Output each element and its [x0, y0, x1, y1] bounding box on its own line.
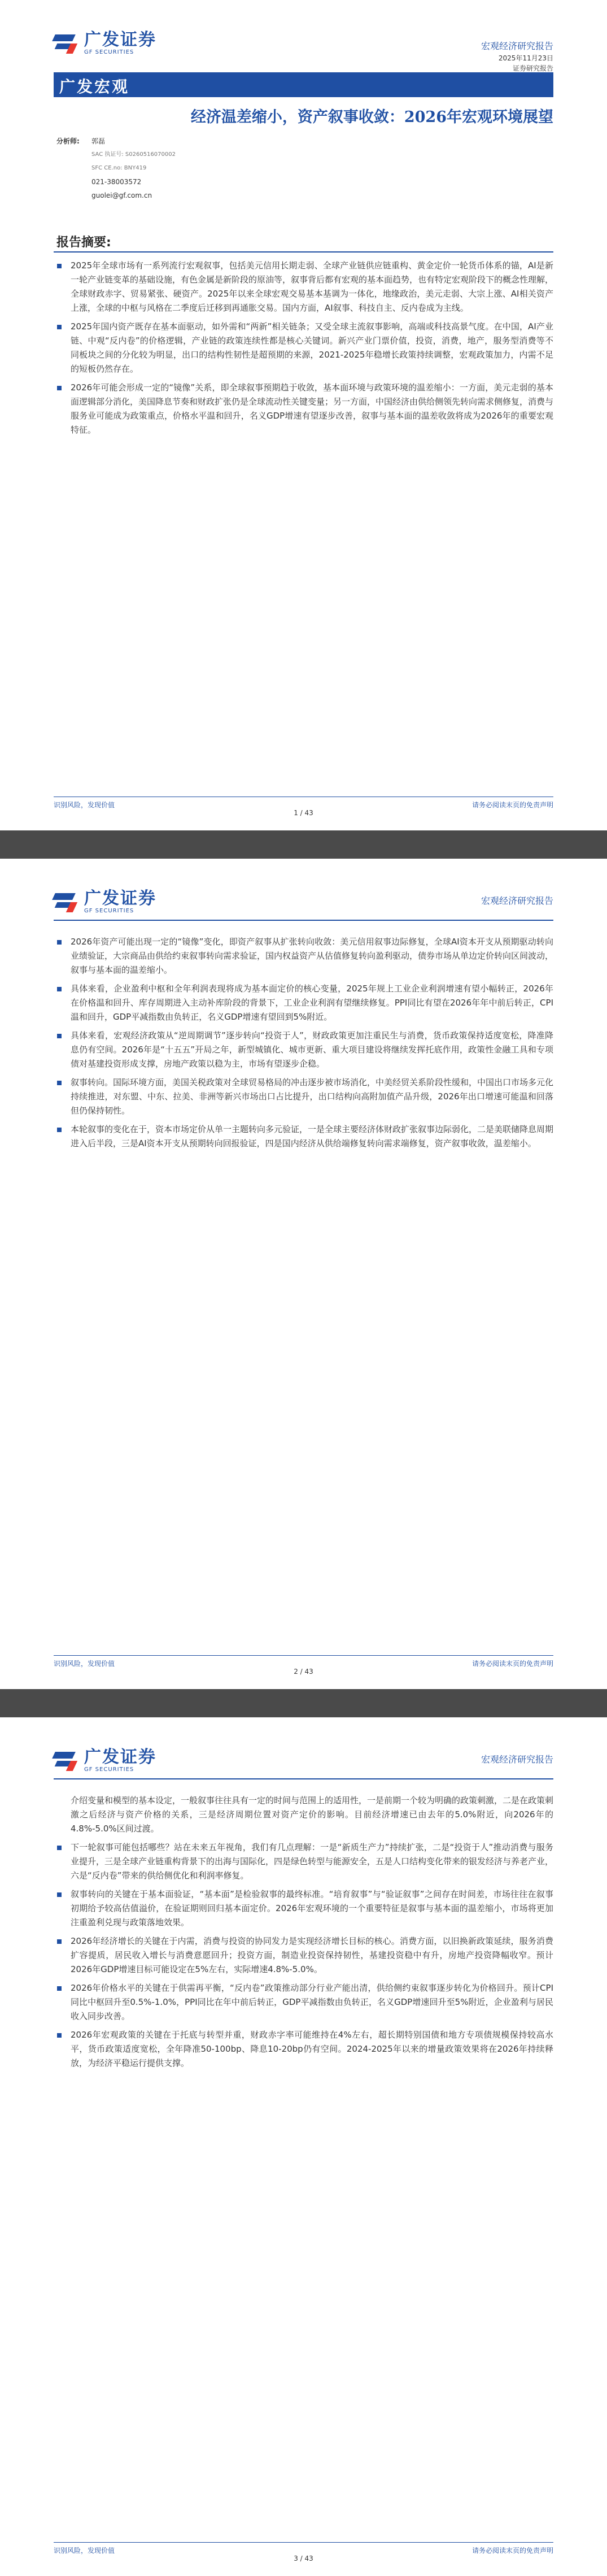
- bullet-icon: [57, 987, 62, 991]
- abstract-body: [54, 259, 553, 442]
- paragraph: [54, 935, 553, 977]
- paragraph-text: 2026年经济增长的关键在于内需，消费与投资的协同发力是实现经济增长目标的核心。消费方面，以旧换新政策延续，服务消费扩容提质，居民收入增长与消费意愿回升；投资方面，制造业投资保持韧性，基建投资稳中有升，房地产投资降幅收窄。预计2026年GDP增速目标可能设定在5%左右，实际增速4.8%-5.0%。: [71, 1936, 553, 1974]
- paragraph-text: 2026年宏观政策的关键在于托底与转型并重，财政赤字率可能维持在4%左右，超长期特别国债和地方专项债规模保持较高水平，货币政策适度宽松，全年降准50-100bp、降息10-20bp仍有空间。2024-2025年以来的增量政策效果将在2026年持续释放，为经济平稳运行提供支撑。: [71, 2030, 553, 2068]
- footer-right: 请务必阅读末页的免责声明: [471, 1660, 553, 1668]
- bullet-icon: [57, 1892, 62, 1897]
- paragraph-text: 2026年资产可能出现一定的“镜像”变化，即资产叙事从扩张转向收敛：美元信用叙事边际修复，全球AI资本开支从预期驱动转向业绩验证，大宗商品由供给约束叙事转向需求验证，国内权益资产从估值修复转向盈利驱动，债券市场从单边定价转向区间波动，叙事与基本面的温差缩小。: [71, 937, 554, 975]
- bullet-icon: [57, 1846, 62, 1850]
- paragraph-text: 介绍变量和模型的基本设定，一般叙事往往具有一定的时间与范围上的适用性，一是前期一个较为明确的政策刺激，二是在政策刺激之后经济与资产价格的关系，三是经济周期位置对资产定价的影响。目前经济增速已由去年的5.0%附近，向2026年的4.8%-5.0%区间过渡。: [71, 1795, 554, 1834]
- paragraph: [54, 1029, 553, 1071]
- footer-right: 请务必阅读末页的免责声明: [471, 2547, 553, 2555]
- report-title: 经济温差缩小，资产叙事收敛：2026年宏观环境展望: [190, 108, 553, 126]
- banner-label: 广发宏观: [59, 77, 130, 96]
- paragraph-text: 具体来看，企业盈利中枢和全年利润表现将成为基本面定价的核心变量，2025年规上工业企业利润增速有望小幅转正，2026年在价格温和回升、库存周期进入主动补库阶段的背景下，工业企业利润有望继续修复。PPI同比有望在2026年年中前后转正，CPI温和回升，GDP平减指数由负转正，名义GDP增速有望回到5%附近。: [71, 984, 553, 1022]
- header-rule: [54, 1778, 553, 1779]
- report-meta: [481, 40, 553, 73]
- running-header: 宏观经济研究报告: [481, 1754, 553, 1765]
- sfc-label: SFC CE.no:: [91, 165, 123, 171]
- page-number: 3 / 43: [294, 2555, 313, 2562]
- gf-logo-icon: [54, 891, 80, 913]
- gf-logo-icon: [54, 32, 80, 55]
- paragraph-text: 叙事转向的关键在于基本面验证，“基本面”是检验叙事的最终标准。“培育叙事”与“验证叙事”之间存在时间差，市场往往在叙事初期给予较高估值溢价，在验证期则回归基本面定价。2026年宏观环境的一个重要特征是叙事与基本面的温差缩小，市场将更加注重盈利兑现与政策落地效果。: [71, 1889, 553, 1927]
- page-number: 1 / 43: [294, 809, 313, 817]
- bullet-icon: [57, 1081, 62, 1085]
- header-rule: [54, 920, 553, 921]
- paragraph: [54, 1981, 553, 2024]
- paragraph-text: 2026年价格水平的关键在于供需再平衡，“反内卷”政策推动部分行业产能出清，供给侧约束叙事逐步转化为价格回升。预计CPI同比中枢回升至0.5%-1.0%，PPI同比在年中前后转正，GDP平减指数由负转正，名义GDP增速回升至5%附近，企业盈利与居民收入同步改善。: [71, 1983, 553, 2021]
- analyst-name: 郭磊: [91, 137, 106, 145]
- paragraph: [54, 982, 553, 1024]
- page2-body: [54, 935, 553, 1155]
- logo-cn: 广发证券: [84, 30, 156, 50]
- logo-en: GF SECURITIES: [84, 1766, 134, 1773]
- bullet-icon: [57, 264, 62, 268]
- logo-en: GF SECURITIES: [84, 49, 134, 55]
- sac-number: S0260516070002: [125, 151, 176, 158]
- paragraph: [54, 1840, 553, 1883]
- paragraph-text: 下一轮叙事可能包括哪些？站在未来五年视角，我们有几点理解：一是“新质生产力”持续扩张，二是“投资于人”推动消费与服务业提升，三是全球产业链重构背景下的出海与国际化，四是绿色转型与能源安全，五是人口结构变化带来的银发经济与养老产业，六是“反内卷”带来的供给侧优化和利润率修复。: [71, 1842, 554, 1881]
- bullet-icon: [57, 2033, 62, 2038]
- report-type: 宏观经济研究报告: [481, 41, 553, 51]
- footer-left: 识别风险，发现价值: [54, 2547, 115, 2555]
- page-footer: [54, 2542, 553, 2565]
- bullet-icon: [57, 1939, 62, 1944]
- page-number: 2 / 43: [294, 1668, 313, 1676]
- report-page-2: [0, 859, 607, 1689]
- paragraph-text: 叙事转向。国际环境方面，美国关税政策对全球贸易格局的冲击逐步被市场消化，中美经贸关系阶段性缓和，中国出口市场多元化持续推进，对东盟、中东、拉美、非洲等新兴市场出口占比提升，出口结构向高附加值产品升级，2026年出口增速可能温和回落但仍保持韧性。: [71, 1077, 554, 1116]
- section-banner: [54, 72, 553, 97]
- report-page-3: [0, 1717, 607, 2576]
- paragraph: [54, 2028, 553, 2070]
- bullet-icon: [57, 325, 62, 329]
- paragraph: [54, 1934, 553, 1977]
- gf-logo: [54, 31, 156, 55]
- sac-label: SAC 执证号:: [91, 151, 124, 158]
- logo-cn: 广发证券: [84, 889, 156, 908]
- report-source: 证券研究报告: [512, 64, 553, 72]
- bullet-icon: [57, 940, 62, 945]
- abstract-rule: [54, 251, 553, 253]
- analyst-label: 分析师:: [56, 137, 80, 145]
- footer-right: 请务必阅读末页的免责声明: [471, 801, 553, 809]
- paragraph: [54, 259, 553, 315]
- bullet-icon: [57, 1986, 62, 1991]
- logo-en: GF SECURITIES: [84, 908, 134, 914]
- paragraph: [54, 1887, 553, 1930]
- abstract-heading: 报告摘要:: [56, 236, 111, 250]
- report-date: 2025年11月23日: [498, 54, 553, 62]
- gf-logo-icon: [54, 1750, 80, 1772]
- running-header: 宏观经济研究报告: [481, 895, 553, 906]
- paragraph: [54, 1076, 553, 1118]
- page3-body: [54, 1794, 553, 2075]
- analyst-block: [56, 134, 176, 202]
- page-footer: [54, 797, 553, 819]
- sfc-number: BNY419: [124, 165, 147, 171]
- bullet-icon: [57, 386, 62, 390]
- paragraph-text: 2025年国内资产既存在基本面驱动，如外需和“两新”相关链条；又受全球主流叙事影响，高端或科技高景气度。在中国，AI产业链、中观“反内卷”的价格逻辑，产业链的政策连续性都是核心关键词。新兴产业门票价值，投资，消费，地产，服务型消费等不同板块之间的分化较为明显，出口的结构性韧性是超预期的来源，2021-2025年稳增长政策持续调整，宏观政策加力，内需不足的短板仍然存在。: [71, 321, 553, 374]
- paragraph-text: 具体来看，宏观经济政策从“逆周期调节”逐步转向“投资于人”，财政政策更加注重民生与消费，货币政策保持适度宽松，降准降息仍有空间。2026年是“十五五”开局之年，新型城镇化、城市更新、重大项目建设将继续发挥托底作用，政策性金融工具和专项债对基建投资形成支撑，房地产政策以稳为主，市场有望逐步企稳。: [71, 1030, 553, 1069]
- gf-logo: [54, 1748, 156, 1773]
- paragraph-text: 2025年全球市场有一系列流行宏观叙事，包括美元信用长期走弱、全球产业链供应链重构、黄金定价一轮货币体系的锚，AI是新一轮产业链变革的基础设施，有色金属是新阶段的原油等，叙事背后都有宏观的基本面趋势，也有特定宏观阶段下的概念性理解，全球财政赤字、贸易紧张、硬资产。2025年以来全球宏观交易基本基调为一体化，地缘政治，美元走弱、大宗上涨、AI相关资产上涨，全球的中枢与风格在二季度后迁移到再通胀交易。国内方面，AI叙事、科技自主、反内卷成为主线。: [71, 260, 554, 313]
- analyst-phone: 021-38003572: [91, 178, 142, 186]
- paragraph: [54, 381, 553, 437]
- paragraph: [54, 320, 553, 376]
- paragraph-text: 2026年可能会形成一定的“镜像”关系，即全球叙事预期趋于收敛，基本面环境与政策环境的温差缩小：一方面，美元走弱的基本面逻辑部分消化，美国降息节奏和财政扩张仍是全球流动性关键变量；另一方面，中国经济由供给侧领先转向需求侧修复，消费与服务业可能成为政策重点，价格水平温和回升，名义GDP增速有望逐步改善，叙事与基本面的温差收敛将成为2026年的重要宏观特征。: [71, 382, 554, 435]
- footer-left: 识别风险，发现价值: [54, 1660, 115, 1668]
- gf-logo: [54, 890, 156, 914]
- report-page-1: [0, 0, 607, 830]
- analyst-email[interactable]: guolei@gf.com.cn: [91, 192, 152, 199]
- bullet-icon: [57, 1034, 62, 1038]
- paragraph-text: 本轮叙事的变化在于，资本市场定价从单一主题转向多元验证，一是全球主要经济体财政扩张叙事边际弱化，二是美联储降息周期进入后半段，三是AI资本开支从预期转向回报验证，四是国内经济从供给端修复转向需求端修复，资产叙事收敛，温差缩小。: [71, 1124, 554, 1148]
- footer-left: 识别风险，发现价值: [54, 801, 115, 809]
- bullet-icon: [57, 1128, 62, 1132]
- logo-cn: 广发证券: [84, 1747, 156, 1767]
- paragraph: [54, 1794, 553, 1836]
- paragraph: [54, 1122, 553, 1151]
- page-footer: [54, 1655, 553, 1678]
